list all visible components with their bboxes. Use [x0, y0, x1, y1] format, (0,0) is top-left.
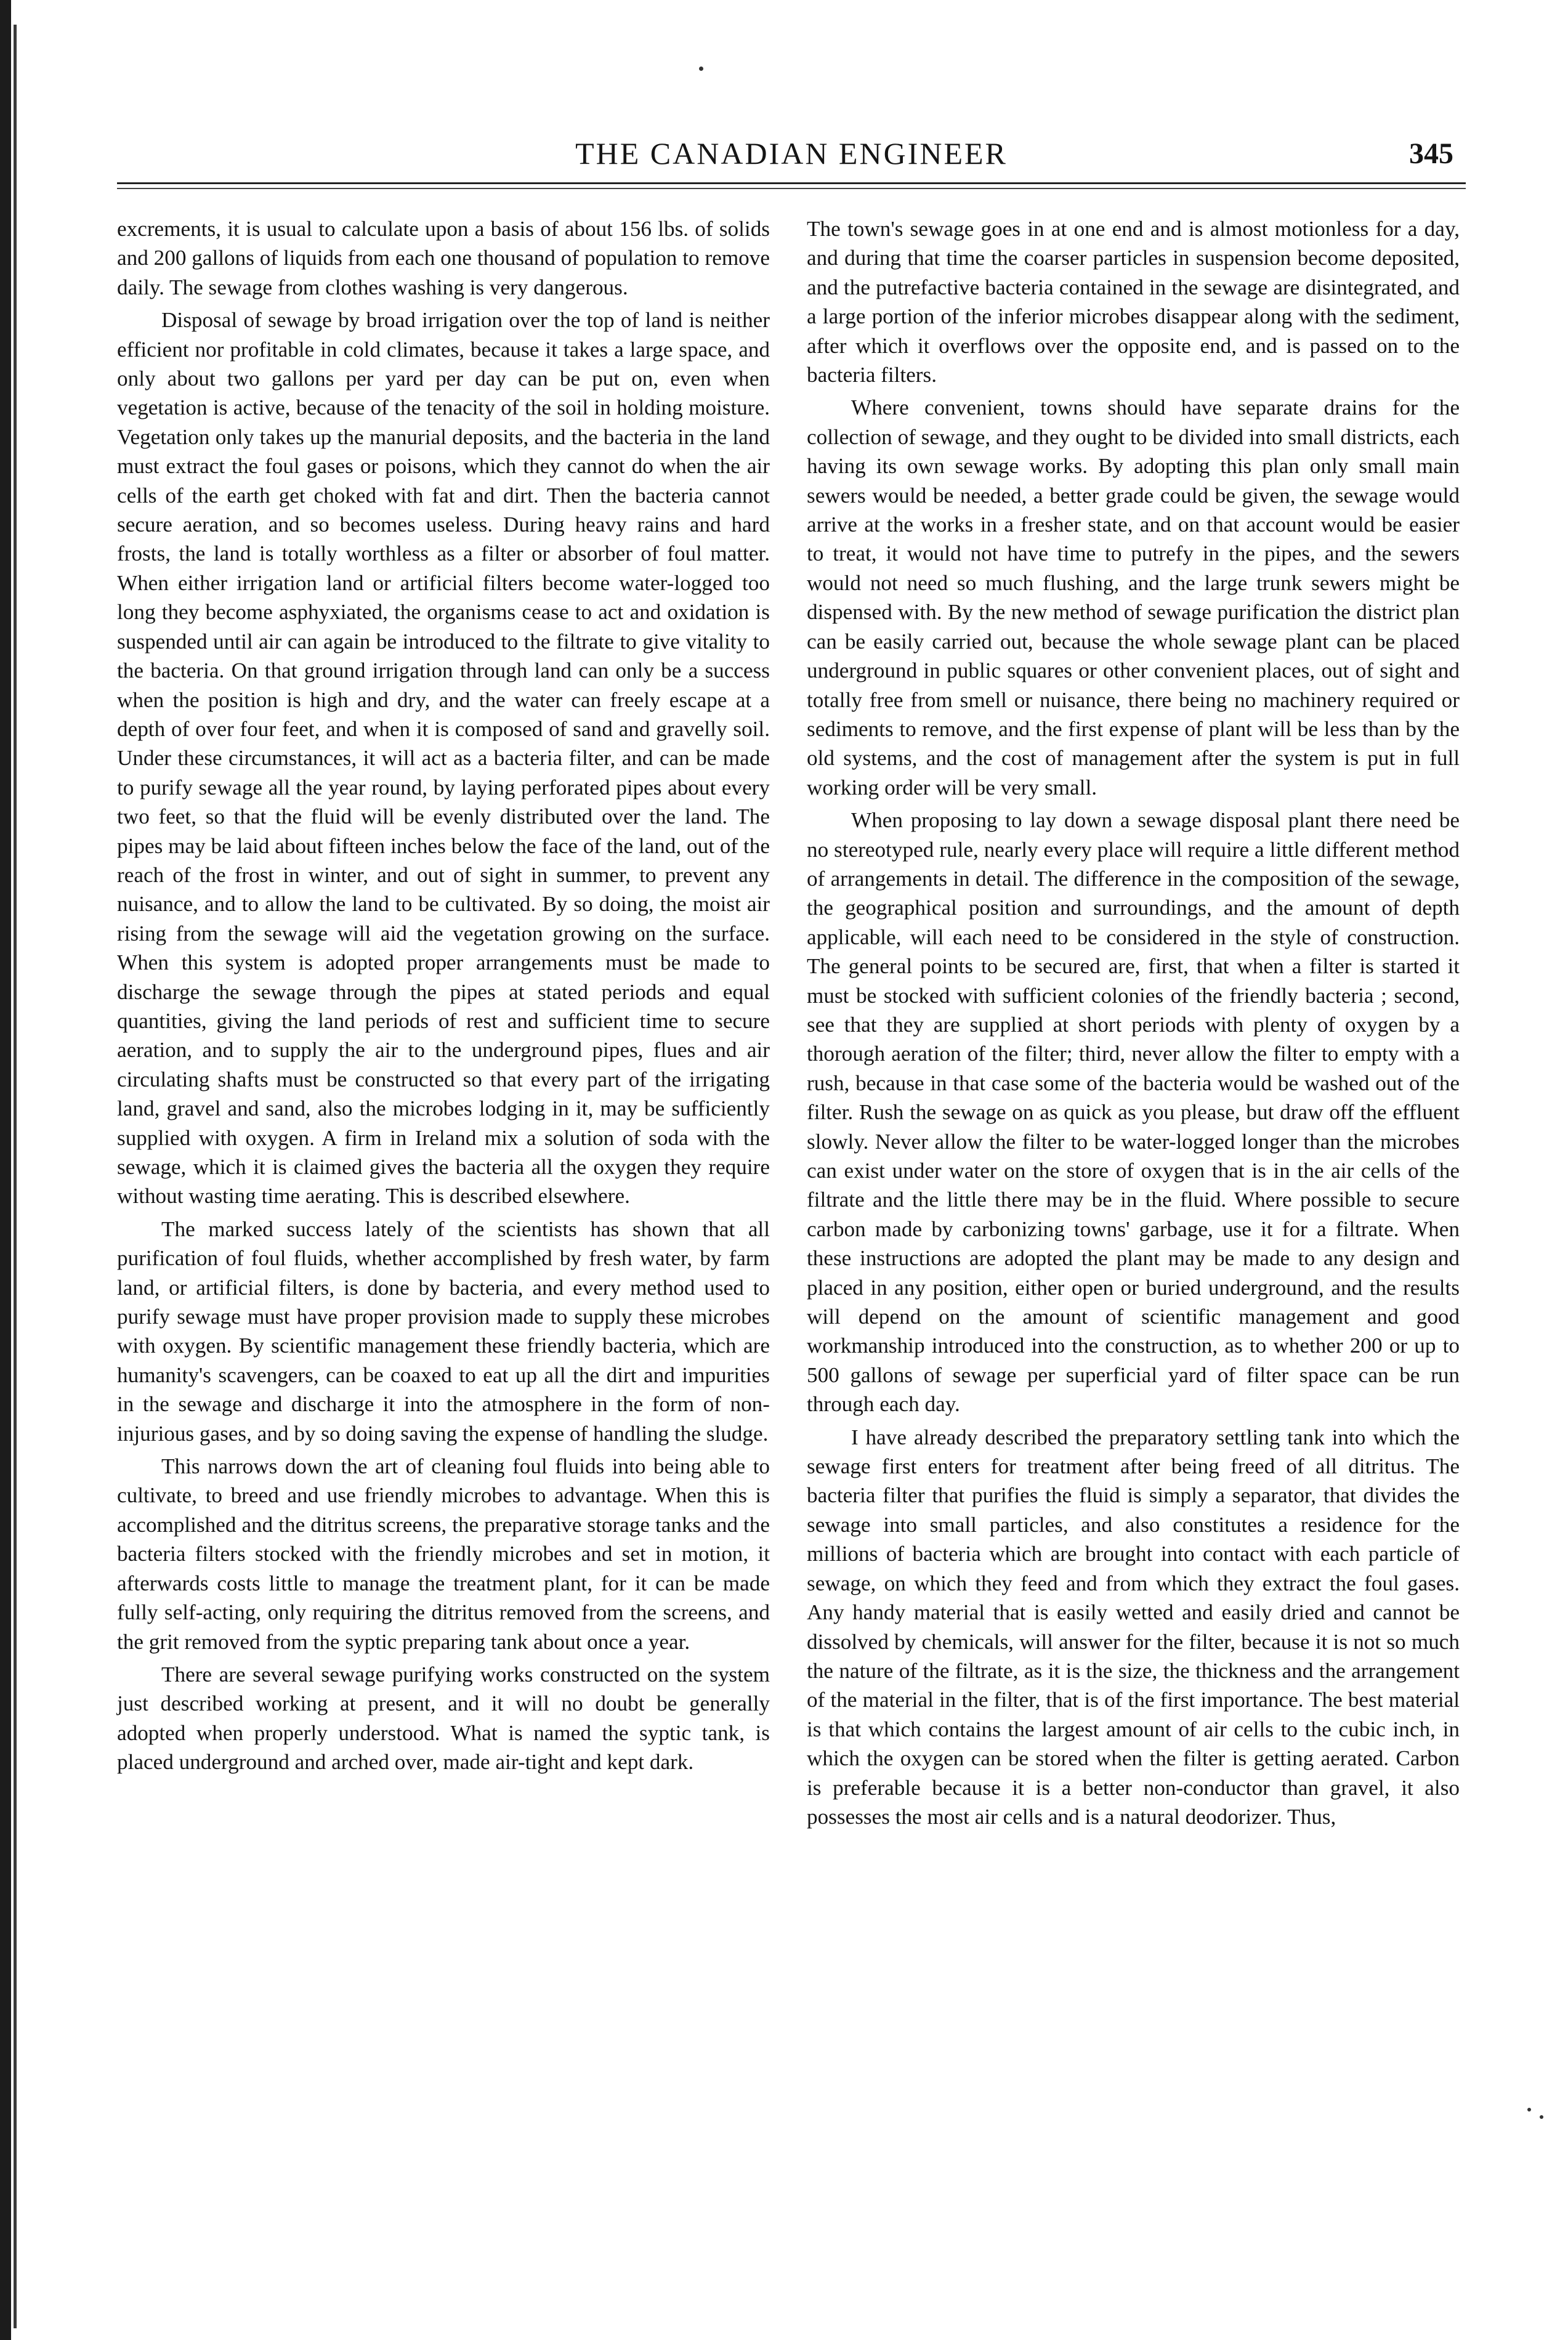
header-rule-thin	[117, 188, 1466, 189]
paragraph: Disposal of sewage by broad irrigation over the top of land is neither efficient nor profitable in cold climates, because it takes a large space, and only about two gallons per yard per day can be put on, even when vegetation is active, because of the tenacity of the soil in holding moisture. Vegetation only takes up the manurial deposits, and the bacteria in the land must extract the foul gases or poisons, which they cannot do when the air cells of the earth get choked with fat and dirt. Then the bacteria cannot secure aeration, and so becomes useless. During heavy rains and hard frosts, the land is totally worthless as a filter or absorber of foul matter. When either irrigation land or artificial filters become water-logged too long they become asphyxiated, the organisms cease to act and oxidation is suspended until air can again be introduced to the filtrate to give vitality to the bacteria. On that ground irrigation through land can only be a success when the position is high and dry, and the water can freely escape at a depth of over four feet, and when it is composed of sand and gravelly soil. Under these circumstances, it will act as a bacteria filter, and can be made to purify sewage all the year round, by laying perforated pipes about every two feet, so that the fluid will be evenly distributed over the land. The pipes may be laid about fifteen inches below the face of the land, out of the reach of the frost in winter, and out of sight in summer, to prevent any nuisance, and to allow the land to be cultivated. By so doing, the moist air rising from the sewage will aid the vegetation growing on the surface. When this system is adopted proper arrangements must be made to discharge the sewage through the pipes at stated periods and equal quantities, giving the land periods of rest and sufficient time to secure aeration, and to supply the air to the underground pipes, flues and air circulating shafts must be constructed so that every part of the irrigating land, gravel and sand, also the microbes lodging in it, may be sufficiently supplied with oxygen. A firm in Ireland mix a solution of soda with the sewage, which it is claimed gives the bacteria all the oxygen they require without wasting time aerating. This is described elsewhere.	[117, 308, 770, 1208]
paragraph: The town's sewage goes in at one end and is almost motionless for a day, and during that time the coarser particles in suspension become deposited, and the putrefactive bacteria contained in the sewage are disintegrated, and a large portion of the inferior microbes disappear along with the sediment, after which it overflows over the opposite end, and is passed on to the bacteria filters.	[807, 217, 1460, 387]
print-speck	[1540, 2115, 1543, 2119]
paragraph: When proposing to lay down a sewage disposal plant there need be no stereotyped rule, nearly every place will require a little different method of arrangements in detail. The difference in the composition of the sewage, the geographical position and surroundings, and the amount of depth applicable, will each need to be considered in the style of construction. The general points to be secured are, first, that when a filter is started it must be stocked with sufficient colonies of the friendly bacteria ; second, see that they are supplied at short periods with plenty of oxygen by a thorough aeration of the filter; third, never allow the filter to empty with a rush, because in that case some of the bacteria would be washed out of the filter. Rush the sewage on as quick as you please, but draw off the effluent slowly. Never allow the filter to be water-logged longer than the microbes can exist under water on the store of oxygen that is in the air cells of the filtrate and the little there may be in the fluid. Where possible to secure carbon made by carbonizing towns' garbage, use it for a filtrate. When these instructions are adopted the plant may be made to any design and placed in any position, either open or buried underground, and the results will depend on the amount of scientific management and good workmanship introduced into the construction, as to whether 200 or up to 500 gallons of sewage per superficial yard of filter space can be run through each day.	[807, 808, 1460, 1417]
print-speck	[699, 67, 703, 71]
header-rule	[117, 182, 1466, 184]
page-binding-shadow	[14, 25, 17, 2328]
paragraph: This narrows down the art of cleaning foul fluids into being able to cultivate, to breed and use friendly microbes to advantage. When this is accomplished and the ditritus screens, the preparative storage tanks and the bacteria filters stocked with the friendly microbes and set in motion, it afterwards costs little to manage the treatment plant, for it can be made fully self-acting, only requiring the ditritus removed from the screens, and the grit removed from the syptic preparing tank about once a year.	[117, 1454, 770, 1654]
paragraph: Where convenient, towns should have separate drains for the collection of sewage, and they ought to be divided into small districts, each having its own sewage works. By adopting this plan only small main sewers would be needed, a better grade could be given, the sewage would arrive at the works in a fresher state, and on that account would be easier to treat, it would not have time to putrefy in the pipes, and the sewers would not need so much flushing, and the large trunk sewers might be dispensed with. By the new method of sewage purification the district plan can be easily carried out, because the whole sewage plant can be placed underground in public squares or other convenient places, out of sight and totally free from smell or nuisance, there being no machinery required or sediments to remove, and the first expense of plant will be less than by the old systems, and the cost of management after the system is put in full working order will be very small.	[807, 395, 1460, 800]
paragraph: excrements, it is usual to calculate upon a basis of about 156 lbs. of solids and 200 gallons of liquids from each one thousand of population to remove daily. The sewage from clothes washing is very dangerous.	[117, 217, 770, 299]
print-speck	[1527, 2108, 1531, 2111]
page-binding-edge	[0, 0, 11, 2340]
paragraph: There are several sewage purifying works constructed on the system just described working at present, and it will no doubt be generally adopted when properly understood. What is named the syptic tank, is placed underground and arched over, made air-tight and kept dark.	[117, 1662, 770, 1775]
right-column	[807, 214, 1460, 1835]
paragraph: I have already described the preparatory settling tank into which the sewage first enters for treatment after being freed of all ditritus. The bacteria filter that purifies the fluid is simply a separator, that divides the sewage into small particles, and also constitutes a residence for the millions of bacteria which are brought into contact with each particle of sewage, on which they feed and from which they extract the foul gases. Any handy material that is easily wetted and easily dried and cannot be dissolved by chemicals, will answer for the filter, because it is not so much the nature of the filtrate, as it is the size, the thickness and the arrangement of the material in the filter, that is of the first importance. The best material is that which contains the largest amount of air cells to the cubic inch, in which the oxygen can be stored when the filter is getting aerated. Carbon is preferable because it is a better non-conductor than gravel, it also possesses the most air cells and is a natural deodorizer. Thus,	[807, 1425, 1460, 1829]
paragraph: The marked success lately of the scientists has shown that all purification of foul fluids, whether accomplished by fresh water, by farm land, or artificial filters, is done by bacteria, and every method used to purify sewage must have proper provision made to supply these microbes with oxygen. By scientific management these friendly bacteria, which are humanity's scavengers, can be coaxed to eat up all the dirt and impurities in the sewage and discharge it into the atmosphere in the form of non-injurious gases, and by so doing saving the expense of handling the sludge.	[117, 1217, 770, 1446]
left-column	[117, 214, 770, 1781]
page-number: 345	[1409, 137, 1453, 170]
page-header	[117, 136, 1466, 179]
running-title: THE CANADIAN ENGINEER	[575, 136, 1008, 171]
